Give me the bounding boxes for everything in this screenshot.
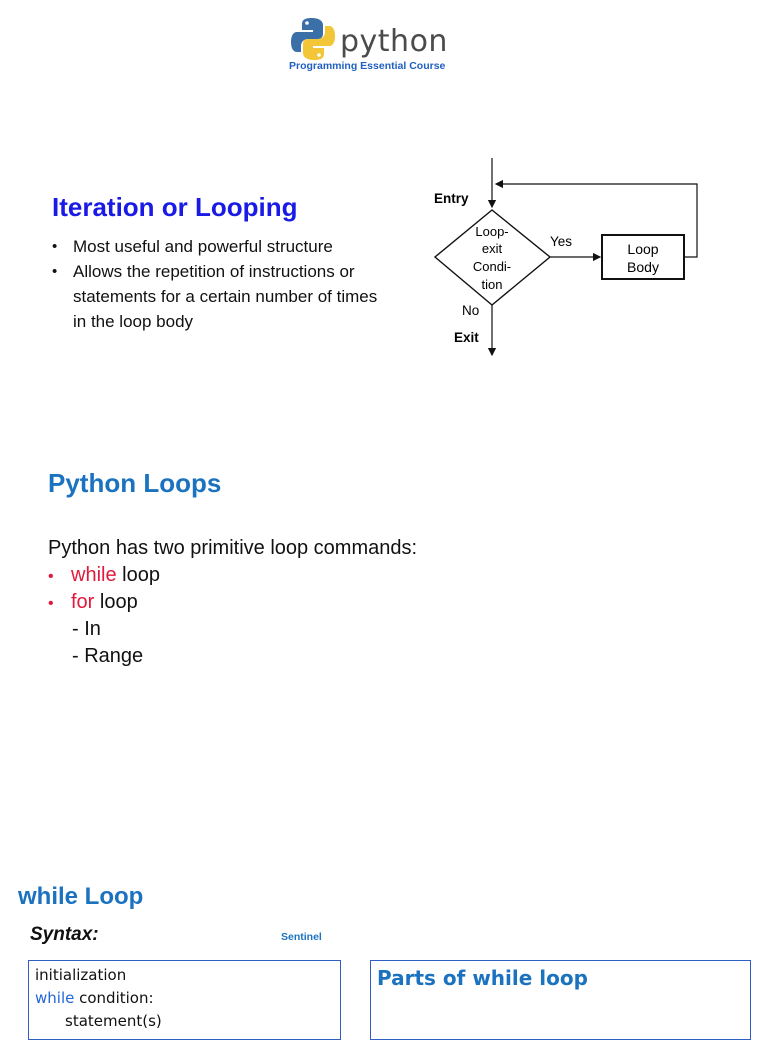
for-keyword: for bbox=[71, 591, 95, 613]
loop-body-line-1: Loop bbox=[627, 241, 659, 257]
yes-label: Yes bbox=[550, 234, 573, 249]
sub-item-range: - Range bbox=[72, 645, 144, 667]
syntax-label: Syntax: bbox=[30, 924, 99, 945]
decision-line-4: tion bbox=[481, 277, 503, 292]
python-logo bbox=[274, 14, 456, 76]
code-line-3: statement(s) bbox=[65, 1012, 162, 1030]
course-subtitle: Programming Essential Course bbox=[289, 60, 446, 72]
while-loop-title: while Loop bbox=[18, 883, 144, 910]
iteration-title: Iteration or Looping bbox=[52, 192, 298, 222]
parts-title: Parts of while loop bbox=[377, 966, 588, 990]
loop-body-line-2: Body bbox=[627, 259, 659, 275]
loop-word: loop bbox=[116, 564, 160, 586]
parts-box bbox=[370, 960, 751, 1040]
loop-flowchart bbox=[420, 150, 720, 365]
decision-line-3: Condi- bbox=[472, 259, 512, 274]
bullet-dot: • bbox=[48, 568, 54, 585]
loops-intro: Python has two primitive loop commands: bbox=[48, 537, 418, 559]
list-item bbox=[48, 591, 138, 614]
sub-item-in: - In bbox=[72, 618, 101, 640]
syntax-code-box bbox=[28, 960, 341, 1040]
python-snake-icon bbox=[290, 16, 336, 62]
code-while-keyword: while bbox=[35, 989, 75, 1007]
code-line-1: initialization bbox=[35, 966, 127, 984]
iteration-bullets bbox=[52, 234, 382, 334]
decision-line-2: exit bbox=[481, 241, 503, 256]
code-line-2 bbox=[35, 987, 334, 1010]
loop-word: loop bbox=[94, 591, 138, 613]
bullet-dot: • bbox=[48, 595, 54, 612]
decision-line-1: Loop- bbox=[475, 224, 509, 239]
no-label: No bbox=[462, 303, 480, 318]
while-keyword: while bbox=[71, 564, 117, 586]
python-loops-title: Python Loops bbox=[48, 468, 222, 498]
code-condition: condition: bbox=[74, 989, 154, 1007]
list-item: • Most useful and powerful structure bbox=[52, 234, 382, 259]
sentinel-label: Sentinel bbox=[281, 931, 322, 943]
list-item: • Allows the repetition of instructions or statements for a certain number of times in the loop body bbox=[52, 259, 382, 334]
exit-label: Exit bbox=[454, 330, 479, 345]
logo-wordmark: python bbox=[340, 24, 448, 59]
list-item bbox=[48, 564, 160, 587]
entry-label: Entry bbox=[434, 191, 469, 206]
